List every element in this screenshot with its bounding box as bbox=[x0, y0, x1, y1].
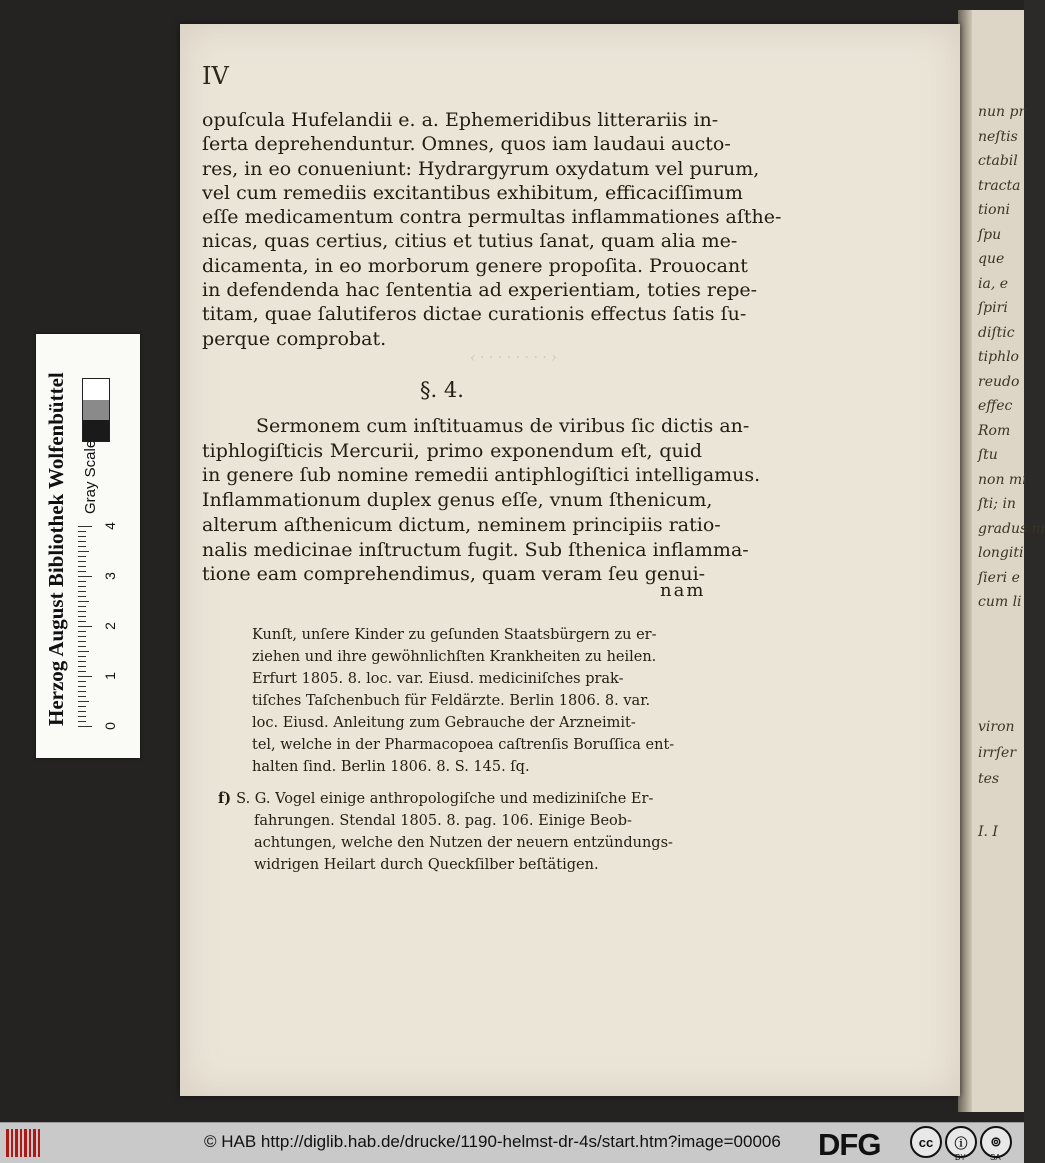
ruler-tick bbox=[78, 651, 89, 652]
ruler-tick bbox=[78, 591, 86, 592]
catch-word: nam bbox=[660, 580, 706, 601]
next-page-fragment: effec bbox=[978, 398, 1013, 414]
paragraph-2 bbox=[202, 414, 761, 587]
text-line: Sermonem cum inſtituamus de viribus ſic dictis an- bbox=[256, 415, 750, 437]
by-icon[interactable]: ⓘ bbox=[945, 1126, 977, 1158]
text-line: perque comprobat. bbox=[202, 327, 387, 350]
text-line: vel cum remediis excitantibus exhibitum, efficaciſſimum bbox=[202, 181, 743, 204]
ruler-tick bbox=[78, 586, 86, 587]
next-page-fragment: nun pr bbox=[978, 104, 1026, 120]
next-page-fragment: ſpu bbox=[978, 226, 1002, 243]
paragraph-1 bbox=[202, 108, 782, 351]
footnote-line: ziehen und ihre gewöhnlichſten Krankheiten zu heilen. bbox=[252, 649, 657, 665]
ruler-number: 4 bbox=[101, 522, 118, 530]
footnote-e bbox=[252, 624, 702, 778]
bleed-through-text: ‹ · · · · · · · · › bbox=[470, 350, 557, 366]
ruler-tick bbox=[78, 611, 86, 612]
text-line: Inflammationum duplex genus eſſe, vnum ſthenicum, bbox=[202, 489, 713, 512]
next-page-fragment: que bbox=[978, 251, 1005, 267]
next-page-edge bbox=[958, 10, 1045, 1112]
ruler-tick bbox=[78, 726, 92, 727]
text-line: ſerta deprehenduntur. Omnes, quos iam laudaui aucto- bbox=[202, 133, 731, 156]
ruler-tick bbox=[78, 551, 89, 552]
ruler-tick bbox=[78, 686, 86, 687]
footnote-line: halten ſind. Berlin 1806. 8. S. 145. ſq. bbox=[252, 759, 530, 775]
next-page-fragment: reudo bbox=[978, 373, 1020, 390]
next-page-fragment: I. I bbox=[978, 824, 998, 840]
page-number: IV bbox=[202, 62, 229, 90]
ruler-number: 1 bbox=[101, 672, 118, 680]
next-page-fragment: ctabil bbox=[978, 153, 1018, 169]
ruler-tick bbox=[78, 621, 86, 622]
dfg-logo: DFG bbox=[818, 1127, 881, 1162]
footnote-line: tiſches Taſchenbuch für Feldärzte. Berlin 1806. 8. var. bbox=[252, 693, 651, 709]
ruler-tick bbox=[78, 526, 92, 527]
ruler-tick bbox=[78, 531, 86, 532]
ruler-tick bbox=[78, 571, 86, 572]
next-page-fragment: viron bbox=[978, 719, 1015, 735]
ruler-tick bbox=[78, 706, 86, 707]
page-gutter bbox=[958, 10, 972, 1112]
next-page-fragment: ſti; in bbox=[978, 496, 1016, 512]
ruler-tick bbox=[78, 616, 86, 617]
ruler-tick bbox=[78, 636, 86, 637]
next-page-fragment: non mi bbox=[978, 471, 1027, 488]
text-line: dicamenta, in eo morborum genere propoſita. Prouocant bbox=[202, 254, 748, 277]
ruler-tick bbox=[78, 576, 92, 577]
footnote-line: Kunſt, unſere Kinder zu geſunden Staatsbürgern zu er- bbox=[252, 627, 657, 643]
ruler-tick bbox=[78, 716, 86, 717]
footnote-line: loc. Eiusd. Anleitung zum Gebrauche der Arzneimit- bbox=[252, 715, 636, 731]
footer-bar bbox=[0, 1122, 1024, 1163]
footnote-marker: f) bbox=[218, 790, 237, 807]
gray-scale-label: Gray Scale bbox=[82, 439, 99, 514]
license-caption: SA bbox=[990, 1153, 1001, 1162]
ruler-tick bbox=[78, 701, 89, 702]
text-line: in genere ſub nomine remedii antiphlogiſtici intelligamus. bbox=[202, 464, 761, 487]
next-page-fragment: Rom bbox=[978, 422, 1011, 439]
license-caption: BY bbox=[955, 1153, 966, 1162]
footnote-f bbox=[218, 788, 702, 876]
next-page-fragment: irrſer bbox=[978, 745, 1017, 761]
next-page-fragment: tes bbox=[978, 771, 1000, 787]
ruler-tick bbox=[78, 606, 86, 607]
footnote-line: widrigen Heilart durch Queckſilber beſtätigen. bbox=[254, 857, 599, 873]
text-line: nalis medicinae inſtructum fugit. Sub ſthenica inflamma- bbox=[202, 538, 749, 561]
section-heading: §. 4. bbox=[420, 378, 464, 402]
ruler-number: 0 bbox=[101, 722, 118, 730]
next-page-fragment: tracta bbox=[978, 177, 1021, 194]
text-line: titam, quae ſalutiferos dictae curationis effectus ſatis ſu- bbox=[202, 303, 747, 326]
next-page-fragment: tiphlo bbox=[978, 349, 1019, 365]
next-page-fragment: gradus m bbox=[978, 520, 1045, 537]
footnote-line bbox=[218, 788, 702, 810]
ruler-tick bbox=[78, 536, 86, 537]
cc-icon[interactable]: cc bbox=[910, 1126, 942, 1158]
ruler-tick bbox=[78, 581, 86, 582]
ruler-number: 3 bbox=[101, 572, 118, 580]
next-page-fragment: ſtu bbox=[978, 447, 998, 463]
text-line: alterum aſthenicum dictum, neminem principiis ratio- bbox=[202, 513, 721, 536]
ruler-tick bbox=[78, 656, 86, 657]
ruler-tick bbox=[78, 541, 86, 542]
ruler-tick bbox=[78, 641, 86, 642]
ruler-tick bbox=[78, 721, 86, 722]
footnote-line: tel, welche in der Pharmacopoea caſtrenſis Boruſſica ent- bbox=[252, 737, 675, 753]
footnote-line: fahrungen. Stendal 1805. 8. pag. 106. Einige Beob- bbox=[254, 813, 632, 829]
ruler-tick bbox=[78, 556, 86, 557]
ruler-tick bbox=[78, 661, 86, 662]
ruler-tick bbox=[78, 671, 86, 672]
next-page-fragment: longiti bbox=[978, 545, 1024, 561]
text-line: tiphlogiſticis Mercurii, primo exponendum eſt, quid bbox=[202, 439, 702, 462]
ruler-tick bbox=[78, 666, 86, 667]
ruler-tick bbox=[78, 646, 86, 647]
text-line: res, in eo conueniunt: Hydrargyrum oxydatum vel purum, bbox=[202, 157, 760, 180]
next-page-fragment: ia, e bbox=[978, 275, 1009, 292]
ruler-tick bbox=[78, 696, 86, 697]
copyright-link[interactable]: © HAB http://diglib.hab.de/drucke/1190-helmst-dr-4s/start.htm?image=00006 bbox=[204, 1132, 781, 1151]
text-line: in defendenda hac ſententia ad experientiam, toties repe- bbox=[202, 279, 758, 302]
next-page-fragment: diſtic bbox=[978, 324, 1015, 341]
ruler-tick bbox=[78, 691, 86, 692]
ruler-tick bbox=[78, 601, 89, 602]
ruler-tick bbox=[78, 566, 86, 567]
next-page-fragment: neſtis bbox=[978, 128, 1018, 145]
text-line: opuſcula Hufelandii e. a. Ephemeridibus litterariis in- bbox=[202, 109, 719, 131]
license-badges[interactable] bbox=[910, 1126, 1012, 1160]
text-line: nicas, quas certius, citius et tutius ſanat, quam alia me- bbox=[202, 230, 738, 253]
ruler-tick bbox=[78, 596, 86, 597]
footnote-text: S. G. Vogel einige anthropologiſche und mediziniſche Er- bbox=[236, 791, 654, 807]
ruler-tick bbox=[78, 546, 86, 547]
footnote-line: achtungen, welche den Nutzen der neuern entzündungs- bbox=[254, 835, 673, 851]
next-page-fragment: ſieri e bbox=[978, 569, 1020, 586]
next-page-fragment: cum li bbox=[978, 594, 1022, 610]
ruler-tick bbox=[78, 681, 86, 682]
footnote-line: Erfurt 1805. 8. loc. var. Eiusd. mediciniſches prak- bbox=[252, 671, 624, 687]
ruler-tick bbox=[78, 561, 86, 562]
text-line: eſſe medicamentum contra permultas inflammationes aſthe- bbox=[202, 206, 782, 229]
barcode-icon bbox=[6, 1129, 40, 1157]
ruler-tick bbox=[78, 631, 86, 632]
next-page-fragment: tioni bbox=[978, 202, 1011, 218]
ruler-number: 2 bbox=[101, 622, 118, 630]
sa-icon[interactable]: ⊚ bbox=[980, 1126, 1012, 1158]
ruler-tick bbox=[78, 626, 92, 627]
text-line: tione eam comprehendimus, quam veram ſeu genui- bbox=[202, 563, 706, 586]
ruler-tick bbox=[78, 711, 86, 712]
library-name: Herzog August Bibliothek Wolfenbüttel bbox=[44, 372, 68, 726]
ruler-tick bbox=[78, 676, 92, 677]
gray-scale-card bbox=[36, 334, 140, 758]
next-page-fragment: ſpiri bbox=[978, 300, 1008, 316]
